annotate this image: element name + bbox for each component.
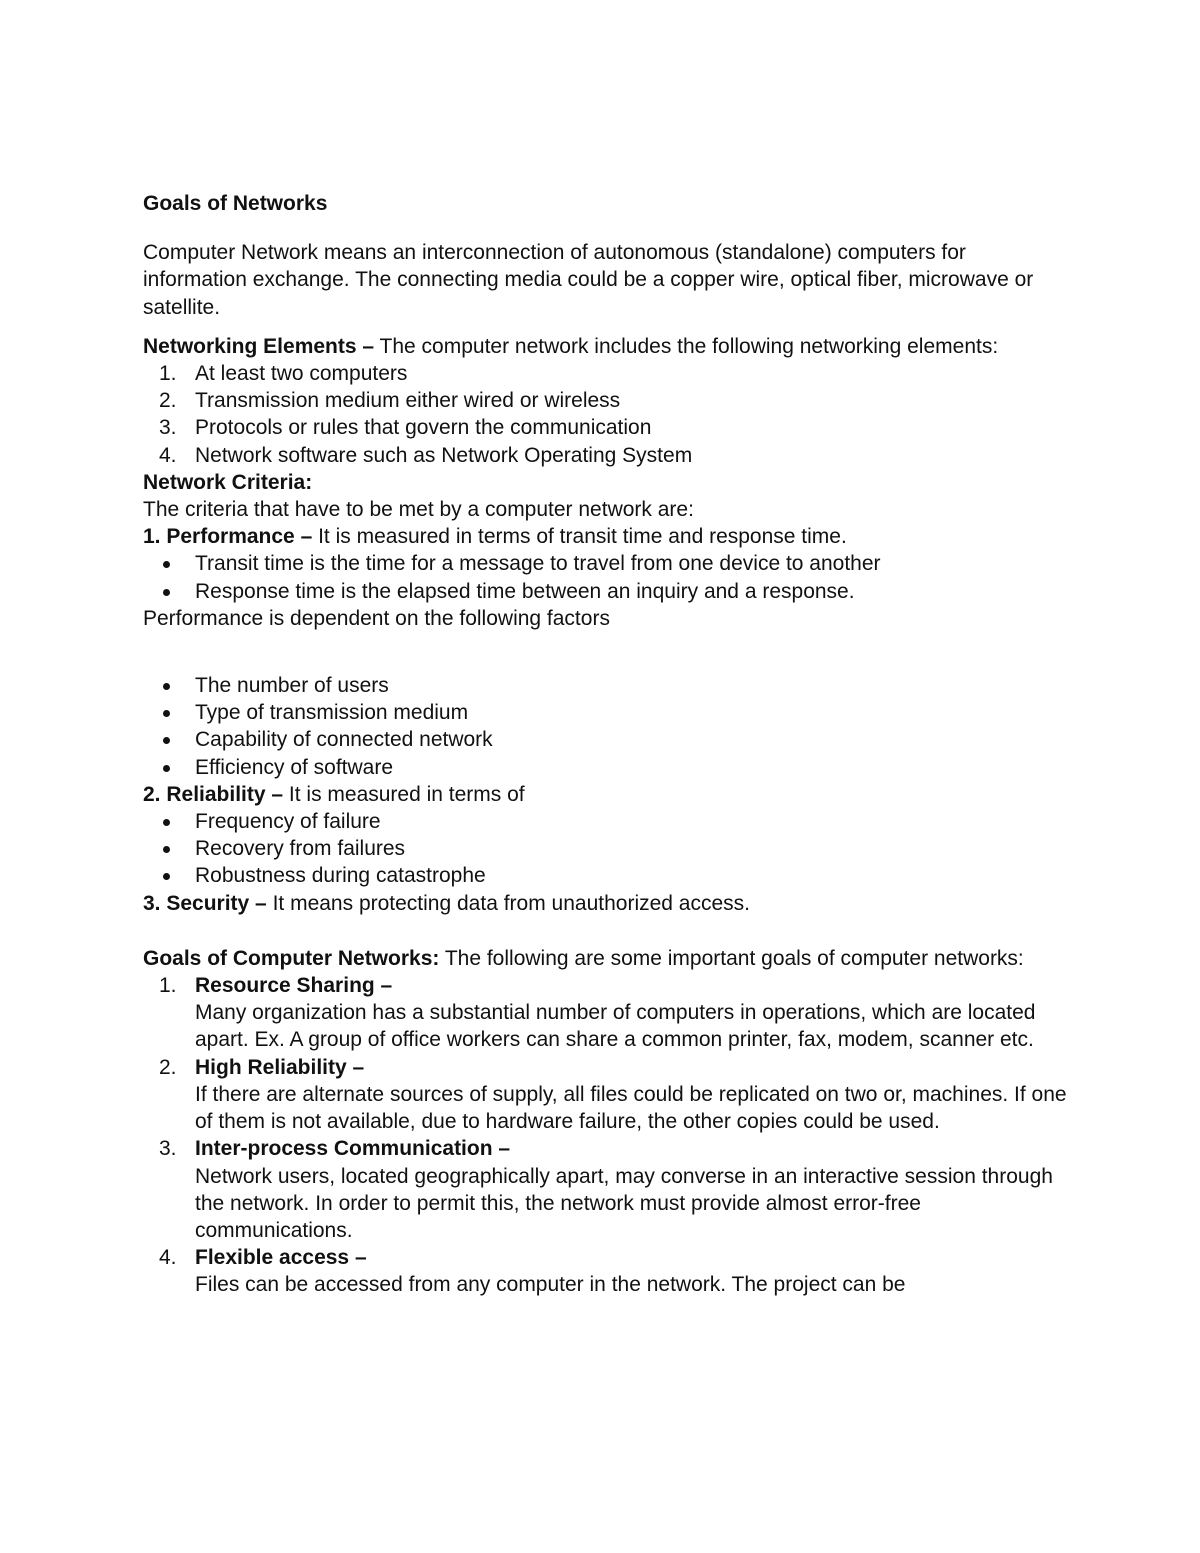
bullet-icon xyxy=(163,710,170,717)
performance-factors-intro: Performance is dependent on the following factors xyxy=(143,606,610,630)
bullet-icon xyxy=(163,683,170,690)
reliability-label: 2. Reliability – xyxy=(143,782,284,806)
security-paragraph xyxy=(143,890,1073,917)
goal-title: Inter-process Communication – xyxy=(195,1137,511,1161)
spacer xyxy=(143,917,1073,945)
list-item-text: At least two computers xyxy=(195,362,408,386)
goals-label: Goals of Computer Networks: xyxy=(143,946,440,970)
bullet-text: Robustness during catastrophe xyxy=(195,864,486,888)
bullet-item xyxy=(143,578,1073,605)
bullet-icon xyxy=(163,846,170,853)
spacer xyxy=(143,632,1073,672)
document-content xyxy=(143,190,1073,1299)
list-item-text: Protocols or rules that govern the communication xyxy=(195,416,652,440)
goal-title: High Reliability – xyxy=(195,1055,365,1079)
list-item xyxy=(143,360,1073,387)
bullet-text: Response time is the elapsed time between an inquiry and a response. xyxy=(195,579,855,603)
network-criteria-label: Network Criteria: xyxy=(143,470,313,494)
page-title: Goals of Networks xyxy=(143,192,328,215)
bullet-item xyxy=(143,699,1073,726)
goal-title: Flexible access – xyxy=(195,1246,367,1270)
reliability-text: It is measured in terms of xyxy=(283,782,525,806)
networking-elements-label: Networking Elements – xyxy=(143,334,375,358)
list-number: 4. xyxy=(159,443,177,467)
bullet-item xyxy=(143,672,1073,699)
bullet-icon xyxy=(163,765,170,772)
list-item xyxy=(143,442,1073,469)
goal-item xyxy=(143,1244,1073,1298)
bullet-text: Efficiency of software xyxy=(195,755,394,779)
performance-bullets xyxy=(143,550,1073,604)
networking-elements-list xyxy=(143,360,1073,469)
list-item xyxy=(143,387,1073,414)
list-number: 1. xyxy=(159,362,177,386)
goal-description: If there are alternate sources of supply, all files could be replicated on two or, machines. If one of them is not available, due to hardware failure, the other copies could be used. xyxy=(195,1082,1067,1134)
list-number: 2. xyxy=(159,1055,177,1079)
bullet-icon xyxy=(163,561,170,568)
networking-elements-text: The computer network includes the following networking elements: xyxy=(374,334,999,358)
goal-description: Network users, located geographically apart, may converse in an interactive session through the network. In order to permit this, the network must provide almost error-free communications. xyxy=(195,1164,1053,1242)
list-number: 3. xyxy=(159,416,177,440)
reliability-paragraph xyxy=(143,781,1073,808)
bullet-icon xyxy=(163,873,170,880)
security-label: 3. Security – xyxy=(143,891,267,915)
list-number: 1. xyxy=(159,974,177,998)
bullet-text: Transit time is the time for a message to travel from one device to another xyxy=(195,552,881,576)
bullet-item xyxy=(143,835,1073,862)
bullet-text: Capability of connected network xyxy=(195,728,493,752)
performance-text: It is measured in terms of transit time and response time. xyxy=(312,525,847,549)
performance-factors-list xyxy=(143,672,1073,781)
security-text: It means protecting data from unauthorized access. xyxy=(266,891,750,915)
reliability-bullets xyxy=(143,808,1073,890)
intro-paragraph: Computer Network means an interconnection of autonomous (standalone) computers for information exchange. The connecting media could be a copper wire, optical fiber, microwave or satellite. xyxy=(143,241,1034,319)
network-criteria-intro: The criteria that have to be met by a computer network are: xyxy=(143,498,694,522)
bullet-item xyxy=(143,862,1073,889)
list-item-text: Network software such as Network Operating System xyxy=(195,443,693,467)
list-number: 2. xyxy=(159,389,177,413)
performance-paragraph xyxy=(143,523,1073,550)
goal-title: Resource Sharing – xyxy=(195,974,393,998)
goals-list xyxy=(143,972,1073,1298)
goals-text: The following are some important goals of computer networks: xyxy=(439,946,1024,970)
bullet-item xyxy=(143,808,1073,835)
bullet-text: The number of users xyxy=(195,674,389,698)
list-number: 3. xyxy=(159,1137,177,1161)
goal-item xyxy=(143,1054,1073,1136)
bullet-item xyxy=(143,726,1073,753)
list-item-text: Transmission medium either wired or wireless xyxy=(195,389,621,413)
list-item xyxy=(143,414,1073,441)
networking-elements-paragraph xyxy=(143,333,1073,360)
bullet-item xyxy=(143,754,1073,781)
bullet-icon xyxy=(163,737,170,744)
performance-label: 1. Performance – xyxy=(143,525,313,549)
goals-paragraph xyxy=(143,945,1073,972)
goal-description: Many organization has a substantial number of computers in operations, which are located apart. Ex. A group of office workers can share a common printer, fax, modem, scanner etc. xyxy=(195,1001,1036,1052)
bullet-text: Type of transmission medium xyxy=(195,701,469,725)
bullet-icon xyxy=(163,819,170,826)
bullet-item xyxy=(143,550,1073,577)
bullet-text: Frequency of failure xyxy=(195,810,381,834)
goal-item xyxy=(143,1135,1073,1244)
goal-description: Files can be accessed from any computer in the network. The project can be xyxy=(195,1273,906,1297)
list-number: 4. xyxy=(159,1246,177,1270)
bullet-icon xyxy=(163,589,170,596)
network-criteria-heading xyxy=(143,469,1073,496)
goal-item xyxy=(143,972,1073,1054)
bullet-text: Recovery from failures xyxy=(195,837,406,861)
